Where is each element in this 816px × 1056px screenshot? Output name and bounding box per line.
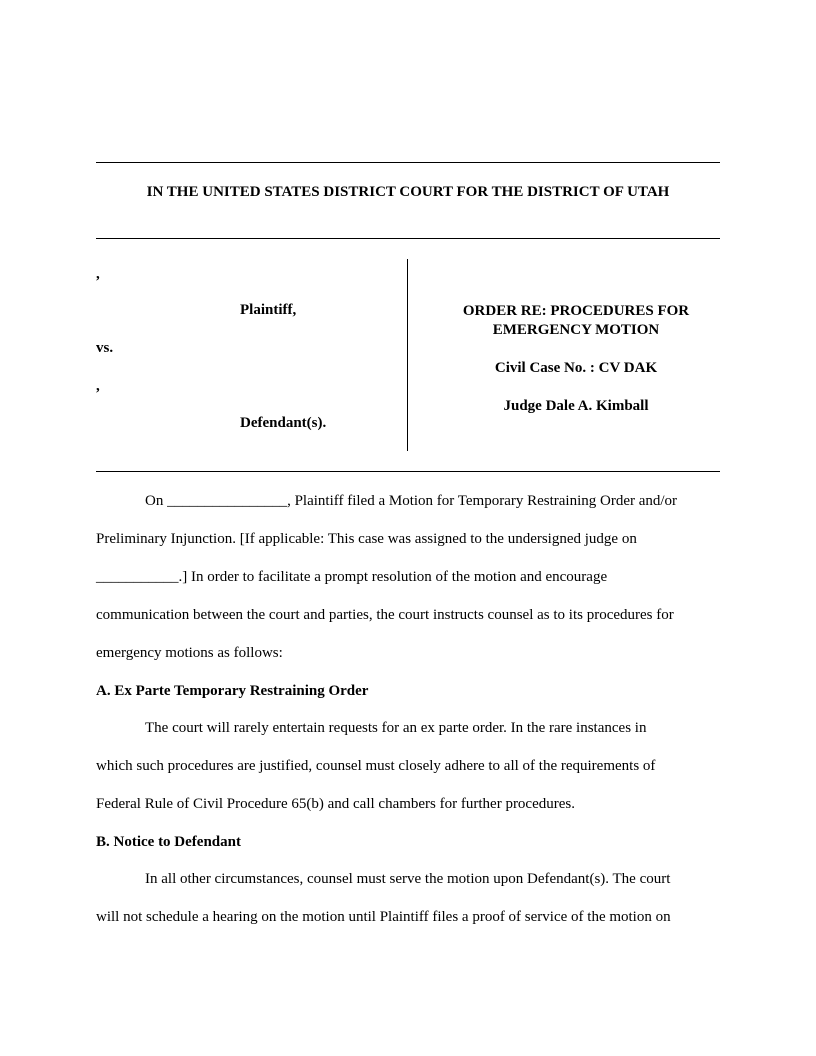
- plaintiff-name-comma: ,: [96, 266, 100, 282]
- section-a-line-1: The court will rarely entertain requests for an ex parte order. In the rare instances in: [145, 720, 647, 736]
- section-b-heading: B. Notice to Defendant: [96, 834, 241, 850]
- section-a-heading: A. Ex Parte Temporary Restraining Order: [96, 683, 369, 699]
- intro-line-2: Preliminary Injunction. [If applicable: This case was assigned to the undersigned judge on: [96, 531, 637, 547]
- court-title: IN THE UNITED STATES DISTRICT COURT FOR THE DISTRICT OF UTAH: [146, 184, 670, 200]
- intro-line-5: emergency motions as follows:: [96, 645, 283, 661]
- top-rule: [96, 162, 720, 163]
- plaintiff-label: Plaintiff,: [240, 302, 297, 318]
- vs-label: vs.: [96, 340, 114, 356]
- intro-line-1: On ________________, Plaintiff filed a Motion for Temporary Restraining Order and/or: [145, 493, 678, 509]
- section-b-line-2: will not schedule a hearing on the motion until Plaintiff files a proof of service of the motion on: [96, 909, 671, 925]
- order-title-line1: ORDER RE: PROCEDURES FOR: [462, 303, 690, 319]
- section-b-line-1: In all other circumstances, counsel must serve the motion upon Defendant(s). The court: [145, 871, 671, 887]
- section-a-line-3: Federal Rule of Civil Procedure 65(b) and call chambers for further procedures.: [96, 796, 575, 812]
- judge-name: Judge Dale A. Kimball: [503, 398, 649, 414]
- caption-divider: [407, 259, 408, 451]
- section-a-line-2: which such procedures are justified, counsel must closely adhere to all of the requirements of: [96, 758, 656, 774]
- intro-line-4: communication between the court and parties, the court instructs counsel as to its procedures for: [96, 607, 674, 623]
- intro-line-3: ___________.] In order to facilitate a prompt resolution of the motion and encourage: [96, 569, 608, 585]
- caption-top-rule: [96, 238, 720, 239]
- defendant-name-comma: ,: [96, 378, 100, 394]
- case-number: Civil Case No. : CV DAK: [494, 360, 658, 376]
- order-title-line2: EMERGENCY MOTION: [492, 322, 660, 338]
- defendant-label: Defendant(s).: [240, 415, 327, 431]
- caption-bottom-rule: [96, 471, 720, 472]
